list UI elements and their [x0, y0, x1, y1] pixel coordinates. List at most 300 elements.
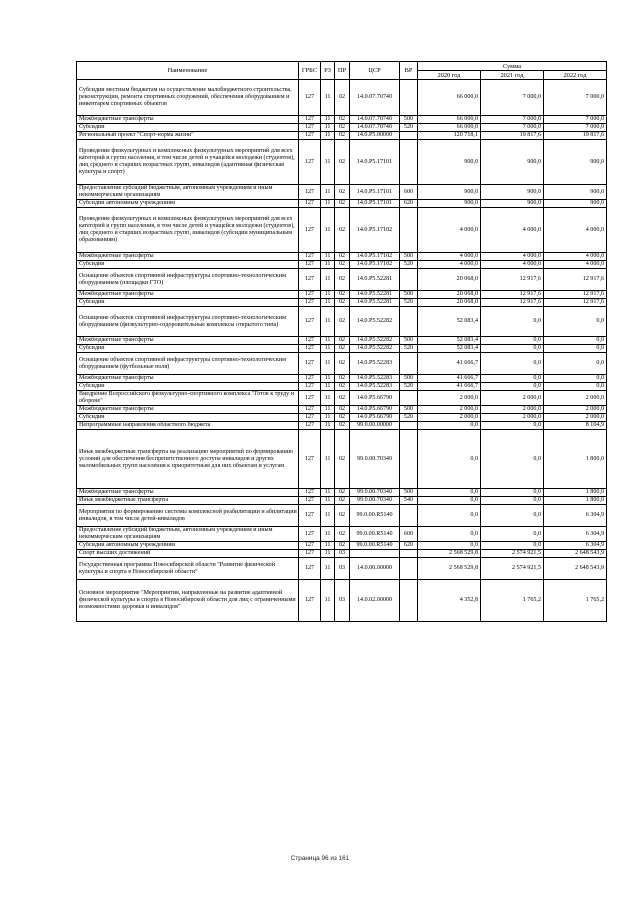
- cell-2022: 12 917,6: [544, 299, 607, 307]
- table-row: [77, 116, 607, 124]
- cell-name: Оснащение объектов спортивной инфраструктуры спортивно-технологическим оборудованием (площадки ГТО): [77, 269, 299, 291]
- table-row: [77, 80, 607, 116]
- cell-csr: 14.0.P5.52281: [350, 299, 400, 307]
- cell-2020: 900,0: [418, 185, 481, 200]
- cell-vr: 500: [400, 116, 418, 124]
- cell-2022: 1 800,0: [544, 489, 607, 497]
- table-row: [77, 185, 607, 200]
- cell-grbs: 127: [299, 124, 321, 132]
- header-name: Наименование: [77, 62, 299, 80]
- cell-name: Межбюджетные трансферты: [77, 337, 299, 345]
- cell-pr: 02: [335, 124, 350, 132]
- cell-rz: 11: [321, 200, 335, 208]
- cell-csr: [350, 550, 400, 558]
- table-row: [77, 558, 607, 580]
- cell-grbs: 127: [299, 80, 321, 116]
- cell-2022: 4 000,0: [544, 253, 607, 261]
- cell-grbs: 127: [299, 391, 321, 406]
- cell-pr: 02: [335, 140, 350, 185]
- table-row: [77, 406, 607, 414]
- cell-csr: 99.0.00.R5140: [350, 542, 400, 550]
- cell-grbs: 127: [299, 353, 321, 375]
- cell-vr: 520: [400, 345, 418, 353]
- cell-2022: 6 304,9: [544, 527, 607, 542]
- cell-grbs: 127: [299, 580, 321, 622]
- cell-2020: 4 000,0: [418, 208, 481, 253]
- cell-vr: [400, 307, 418, 337]
- cell-2021: 0,0: [481, 375, 544, 383]
- cell-2021: 12 917,6: [481, 299, 544, 307]
- cell-pr: 02: [335, 132, 350, 140]
- cell-csr: 99.0.00.R5140: [350, 527, 400, 542]
- cell-name: Субсидии: [77, 124, 299, 132]
- cell-2022: 0,0: [544, 383, 607, 391]
- cell-name: Субсидии: [77, 414, 299, 422]
- cell-grbs: 127: [299, 505, 321, 527]
- cell-name: Внедрение Всероссийского физкультурно-спортивного комплекса "Готов к труду и обороне": [77, 391, 299, 406]
- cell-pr: 02: [335, 307, 350, 337]
- cell-2021: 0,0: [481, 527, 544, 542]
- cell-rz: 11: [321, 253, 335, 261]
- cell-grbs: 127: [299, 337, 321, 345]
- cell-rz: 11: [321, 375, 335, 383]
- cell-csr: 14.0.07.70740: [350, 116, 400, 124]
- cell-grbs: 127: [299, 185, 321, 200]
- cell-2020: 0,0: [418, 430, 481, 489]
- cell-grbs: 127: [299, 497, 321, 505]
- cell-grbs: 127: [299, 383, 321, 391]
- cell-csr: 14.0.02.00000: [350, 580, 400, 622]
- cell-rz: 11: [321, 391, 335, 406]
- cell-vr: [400, 505, 418, 527]
- cell-2021: 0,0: [481, 345, 544, 353]
- cell-2022: 2 000,0: [544, 406, 607, 414]
- cell-2022: 7 000,0: [544, 124, 607, 132]
- cell-grbs: 127: [299, 299, 321, 307]
- cell-name: Оснащение объектов спортивной инфраструктуры спортивно-технологическим оборудованием (физкультурно-оздоровительные комплексы открытого типа): [77, 307, 299, 337]
- cell-2020: 2 568 529,8: [418, 550, 481, 558]
- cell-csr: 14.0.P5.52281: [350, 269, 400, 291]
- cell-grbs: 127: [299, 414, 321, 422]
- cell-csr: 14.0.P5.17101: [350, 140, 400, 185]
- cell-2021: 12 917,6: [481, 291, 544, 299]
- cell-2021: 0,0: [481, 497, 544, 505]
- cell-2022: 4 000,0: [544, 208, 607, 253]
- cell-csr: 14.0.P5.52282: [350, 337, 400, 345]
- cell-grbs: 127: [299, 558, 321, 580]
- table-row: [77, 391, 607, 406]
- cell-vr: 600: [400, 527, 418, 542]
- table-row: [77, 497, 607, 505]
- table-row: [77, 269, 607, 291]
- cell-rz: 11: [321, 261, 335, 269]
- cell-2020: 0,0: [418, 497, 481, 505]
- cell-csr: 14.0.00.00000: [350, 558, 400, 580]
- cell-pr: 02: [335, 269, 350, 291]
- header-csr: ЦСР: [350, 62, 400, 80]
- cell-2020: 41 666,7: [418, 383, 481, 391]
- cell-vr: 620: [400, 542, 418, 550]
- table-row: [77, 527, 607, 542]
- cell-2021: 900,0: [481, 140, 544, 185]
- cell-vr: [400, 580, 418, 622]
- cell-2021: 900,0: [481, 200, 544, 208]
- cell-2020: 900,0: [418, 200, 481, 208]
- cell-2020: 52 083,4: [418, 307, 481, 337]
- cell-rz: 11: [321, 580, 335, 622]
- cell-csr: 14.0.P5.17101: [350, 185, 400, 200]
- cell-csr: 14.0.P5.52283: [350, 353, 400, 375]
- cell-2021: 1 765,2: [481, 580, 544, 622]
- cell-vr: 620: [400, 200, 418, 208]
- cell-pr: 02: [335, 414, 350, 422]
- cell-grbs: 127: [299, 550, 321, 558]
- cell-rz: 11: [321, 124, 335, 132]
- cell-2022: 1 765,2: [544, 580, 607, 622]
- cell-vr: 520: [400, 383, 418, 391]
- cell-csr: 14.0.P5.52282: [350, 345, 400, 353]
- cell-2021: 0,0: [481, 505, 544, 527]
- cell-2021: 0,0: [481, 489, 544, 497]
- cell-2021: 0,0: [481, 383, 544, 391]
- cell-pr: 02: [335, 80, 350, 116]
- cell-rz: 11: [321, 132, 335, 140]
- cell-pr: 02: [335, 261, 350, 269]
- cell-2022: 4 000,0: [544, 261, 607, 269]
- table-row: [77, 353, 607, 375]
- header-year-2022: 2022 год: [544, 71, 607, 80]
- cell-csr: 14.0.07.70740: [350, 124, 400, 132]
- cell-grbs: 127: [299, 208, 321, 253]
- cell-pr: 02: [335, 200, 350, 208]
- cell-csr: 14.0.P5.17101: [350, 200, 400, 208]
- cell-2021: 4 000,0: [481, 261, 544, 269]
- cell-2021: 2 000,0: [481, 414, 544, 422]
- header-vr: ВР: [400, 62, 418, 80]
- cell-csr: 99.0.00.70340: [350, 430, 400, 489]
- cell-rz: 11: [321, 353, 335, 375]
- cell-2021: 2 000,0: [481, 391, 544, 406]
- table-row: [77, 550, 607, 558]
- cell-rz: 11: [321, 185, 335, 200]
- cell-rz: 11: [321, 337, 335, 345]
- cell-2021: 2 574 921,5: [481, 558, 544, 580]
- cell-vr: [400, 391, 418, 406]
- cell-grbs: 127: [299, 307, 321, 337]
- table-row: [77, 132, 607, 140]
- cell-2022: 6 304,9: [544, 542, 607, 550]
- table-row: [77, 124, 607, 132]
- cell-rz: 11: [321, 497, 335, 505]
- cell-rz: 11: [321, 116, 335, 124]
- cell-vr: [400, 353, 418, 375]
- cell-2021: 19 817,6: [481, 132, 544, 140]
- cell-vr: 600: [400, 185, 418, 200]
- table-row: [77, 422, 607, 430]
- table-row: [77, 542, 607, 550]
- cell-2022: 900,0: [544, 185, 607, 200]
- cell-2021: 0,0: [481, 337, 544, 345]
- cell-csr: 14.0.P5.52282: [350, 307, 400, 337]
- cell-grbs: 127: [299, 132, 321, 140]
- cell-2020: 20 068,0: [418, 299, 481, 307]
- cell-pr: 02: [335, 253, 350, 261]
- cell-2020: 52 083,4: [418, 345, 481, 353]
- cell-vr: 520: [400, 261, 418, 269]
- table-row: [77, 140, 607, 185]
- cell-2022: 2 648 543,9: [544, 550, 607, 558]
- cell-name: Межбюджетные трансферты: [77, 253, 299, 261]
- cell-2020: 41 666,7: [418, 353, 481, 375]
- cell-rz: 11: [321, 505, 335, 527]
- cell-2022: 6 304,9: [544, 505, 607, 527]
- page-number: Страница 96 из 161: [290, 855, 350, 862]
- cell-csr: 14.0.P5.17102: [350, 208, 400, 253]
- cell-2021: 2 574 921,5: [481, 550, 544, 558]
- cell-2020: 20 068,0: [418, 269, 481, 291]
- cell-2020: 0,0: [418, 527, 481, 542]
- table-row: [77, 375, 607, 383]
- cell-grbs: 127: [299, 430, 321, 489]
- cell-2022: 1 800,0: [544, 430, 607, 489]
- cell-rz: 11: [321, 383, 335, 391]
- cell-vr: 500: [400, 291, 418, 299]
- cell-csr: 99.0.00.70340: [350, 489, 400, 497]
- cell-2021: 0,0: [481, 542, 544, 550]
- cell-pr: 02: [335, 497, 350, 505]
- cell-rz: 11: [321, 527, 335, 542]
- cell-pr: 02: [335, 391, 350, 406]
- cell-2022: 2 000,0: [544, 391, 607, 406]
- cell-vr: 520: [400, 299, 418, 307]
- cell-2022: 12 917,6: [544, 269, 607, 291]
- table-row: [77, 200, 607, 208]
- cell-2020: 120 718,1: [418, 132, 481, 140]
- cell-vr: 500: [400, 375, 418, 383]
- cell-pr: 02: [335, 345, 350, 353]
- cell-rz: 11: [321, 140, 335, 185]
- cell-name: Межбюджетные трансферты: [77, 116, 299, 124]
- cell-name: Иные межбюджетные трансферты на реализацию мероприятий по формированию условий для обеспечения беспрепятственного доступа инвалидов и других маломобильных групп населения к приоритетным для них объектам и услугам: [77, 430, 299, 489]
- cell-pr: 02: [335, 527, 350, 542]
- cell-2020: 2 000,0: [418, 391, 481, 406]
- cell-name: Предоставление субсидий бюджетным, автономным учреждениям и иным некоммерческим организациям: [77, 527, 299, 542]
- cell-grbs: 127: [299, 375, 321, 383]
- cell-rz: 11: [321, 422, 335, 430]
- cell-csr: 14.0.P5.52283: [350, 383, 400, 391]
- table-row: [77, 505, 607, 527]
- cell-name: Субсидии: [77, 261, 299, 269]
- cell-2022: 19 817,6: [544, 132, 607, 140]
- cell-pr: 02: [335, 505, 350, 527]
- cell-2021: 2 000,0: [481, 406, 544, 414]
- cell-2020: 0,0: [418, 489, 481, 497]
- cell-grbs: 127: [299, 422, 321, 430]
- table-row: [77, 261, 607, 269]
- header-pr: ПР: [335, 62, 350, 80]
- cell-2022: 2 648 543,9: [544, 558, 607, 580]
- cell-pr: 03: [335, 580, 350, 622]
- cell-grbs: 127: [299, 261, 321, 269]
- cell-rz: 11: [321, 489, 335, 497]
- cell-name: Проведение физкультурных и комплексных физкультурных мероприятий для всех категорий и групп населения, в том числе детей и учащейся молодежи (студентов), лиц среднего и старших возрастных групп, инвалидов (адаптивная физическая культура и спорт): [77, 140, 299, 185]
- cell-pr: 02: [335, 422, 350, 430]
- table-row: [77, 430, 607, 489]
- table-row: [77, 208, 607, 253]
- header-sum: Сумма: [418, 62, 607, 71]
- cell-2020: 2 000,0: [418, 406, 481, 414]
- cell-rz: 11: [321, 406, 335, 414]
- cell-name: Иные межбюджетные трансферты: [77, 497, 299, 505]
- cell-pr: 02: [335, 542, 350, 550]
- header-year-2021: 2021 год: [481, 71, 544, 80]
- cell-2022: 0,0: [544, 307, 607, 337]
- cell-2021: 7 000,0: [481, 124, 544, 132]
- cell-grbs: 127: [299, 140, 321, 185]
- cell-csr: 14.0.07.70740: [350, 80, 400, 116]
- cell-name: Межбюджетные трансферты: [77, 489, 299, 497]
- cell-pr: 02: [335, 299, 350, 307]
- cell-2022: 2 000,0: [544, 414, 607, 422]
- cell-2022: 0,0: [544, 345, 607, 353]
- cell-2021: 4 000,0: [481, 253, 544, 261]
- cell-vr: [400, 80, 418, 116]
- cell-2020: 66 000,0: [418, 116, 481, 124]
- cell-pr: 02: [335, 208, 350, 253]
- cell-2020: 20 068,0: [418, 291, 481, 299]
- table-row: [77, 337, 607, 345]
- cell-name: Непрограммные направления областного бюджета: [77, 422, 299, 430]
- cell-vr: [400, 558, 418, 580]
- table-row: [77, 383, 607, 391]
- cell-2021: 900,0: [481, 185, 544, 200]
- cell-name: Региональный проект "Спорт-норма жизни": [77, 132, 299, 140]
- cell-grbs: 127: [299, 116, 321, 124]
- cell-pr: 03: [335, 558, 350, 580]
- cell-vr: 500: [400, 337, 418, 345]
- cell-rz: 11: [321, 414, 335, 422]
- cell-csr: 14.0.P5.17102: [350, 261, 400, 269]
- cell-pr: 02: [335, 185, 350, 200]
- cell-pr: 02: [335, 383, 350, 391]
- cell-pr: 02: [335, 116, 350, 124]
- cell-rz: 11: [321, 558, 335, 580]
- cell-name: Межбюджетные трансферты: [77, 406, 299, 414]
- cell-name: Межбюджетные трансферты: [77, 291, 299, 299]
- cell-csr: 14.0.P5.52281: [350, 291, 400, 299]
- cell-vr: 500: [400, 489, 418, 497]
- cell-2021: 0,0: [481, 430, 544, 489]
- cell-name: Субсидии: [77, 383, 299, 391]
- cell-2022: 900,0: [544, 200, 607, 208]
- cell-2020: 900,0: [418, 140, 481, 185]
- cell-2020: 0,0: [418, 542, 481, 550]
- table-row: [77, 291, 607, 299]
- cell-vr: 520: [400, 414, 418, 422]
- cell-pr: 02: [335, 353, 350, 375]
- cell-name: Оснащение объектов спортивной инфраструктуры спортивно-технологическим оборудованием (футбольные поля): [77, 353, 299, 375]
- table-row: [77, 345, 607, 353]
- cell-2020: 2 568 529,8: [418, 558, 481, 580]
- table-row: [77, 414, 607, 422]
- cell-csr: 14.0.P5.00000: [350, 132, 400, 140]
- cell-2022: 900,0: [544, 140, 607, 185]
- cell-grbs: 127: [299, 542, 321, 550]
- cell-2020: 4 000,0: [418, 261, 481, 269]
- cell-2020: 0,0: [418, 422, 481, 430]
- cell-2022: 1 800,0: [544, 497, 607, 505]
- cell-name: Основное мероприятие "Мероприятия, направленные на развитие адаптивной физической культуры и спорта в Новосибирской области для лиц с ограниченными возможностями здоровья и инвалидов": [77, 580, 299, 622]
- cell-2021: 0,0: [481, 353, 544, 375]
- cell-rz: 11: [321, 291, 335, 299]
- cell-pr: 02: [335, 489, 350, 497]
- cell-name: Субсидии автономным учреждениям: [77, 542, 299, 550]
- cell-name: Субсидии автономным учреждениям: [77, 200, 299, 208]
- cell-csr: 14.0.P5.17102: [350, 253, 400, 261]
- budget-table: [76, 61, 607, 622]
- cell-grbs: 127: [299, 269, 321, 291]
- cell-vr: [400, 550, 418, 558]
- cell-grbs: 127: [299, 200, 321, 208]
- cell-pr: 02: [335, 406, 350, 414]
- cell-vr: 500: [400, 253, 418, 261]
- table-row: [77, 253, 607, 261]
- cell-csr: 99.0.00.R5140: [350, 505, 400, 527]
- cell-csr: 99.0.00.00000: [350, 422, 400, 430]
- cell-grbs: 127: [299, 527, 321, 542]
- cell-pr: 02: [335, 337, 350, 345]
- cell-2021: 4 000,0: [481, 208, 544, 253]
- cell-grbs: 127: [299, 406, 321, 414]
- cell-name: Спорт высших достижений: [77, 550, 299, 558]
- cell-name: Субсидии: [77, 299, 299, 307]
- header-year-2020: 2020 год: [418, 71, 481, 80]
- cell-rz: 11: [321, 307, 335, 337]
- cell-2021: 0,0: [481, 307, 544, 337]
- cell-pr: 02: [335, 430, 350, 489]
- cell-csr: 99.0.00.70340: [350, 497, 400, 505]
- cell-name: Государственная программа Новосибирской области "Развитие физической культуры и спорта в Новосибирской области": [77, 558, 299, 580]
- cell-name: Предоставление субсидий бюджетным, автономным учреждениям и иным некоммерческим организациям: [77, 185, 299, 200]
- cell-2020: 41 666,7: [418, 375, 481, 383]
- cell-grbs: 127: [299, 345, 321, 353]
- cell-vr: [400, 208, 418, 253]
- cell-2022: 8 104,9: [544, 422, 607, 430]
- cell-rz: 11: [321, 208, 335, 253]
- cell-2022: 7 000,0: [544, 116, 607, 124]
- cell-2020: 0,0: [418, 505, 481, 527]
- table-row: [77, 489, 607, 497]
- cell-rz: 11: [321, 550, 335, 558]
- cell-vr: [400, 422, 418, 430]
- cell-rz: 11: [321, 269, 335, 291]
- cell-csr: 14.0.P5.52283: [350, 375, 400, 383]
- cell-2020: 66 000,0: [418, 80, 481, 116]
- cell-vr: 520: [400, 124, 418, 132]
- cell-name: Проведение физкультурных и комплексных физкультурных мероприятий для всех категорий и групп населения, в том числе детей и учащейся молодежи (студентов), лиц среднего и старших возрастных групп, инвалидов (субсидии муниципальным образованиям): [77, 208, 299, 253]
- header-rz: РЗ: [321, 62, 335, 80]
- cell-pr: 03: [335, 550, 350, 558]
- cell-grbs: 127: [299, 489, 321, 497]
- cell-name: Субсидии местным бюджетам на осуществление малобюджетного строительства, реконструкции, ремонта спортивных сооружений, обеспечения оборудованием и инвентарем спортивных объектов: [77, 80, 299, 116]
- cell-2021: 12 917,6: [481, 269, 544, 291]
- cell-2021: 0,0: [481, 422, 544, 430]
- cell-rz: 11: [321, 80, 335, 116]
- cell-csr: 14.0.P5.66790: [350, 391, 400, 406]
- cell-2020: 52 083,4: [418, 337, 481, 345]
- cell-pr: 02: [335, 291, 350, 299]
- cell-2022: 0,0: [544, 337, 607, 345]
